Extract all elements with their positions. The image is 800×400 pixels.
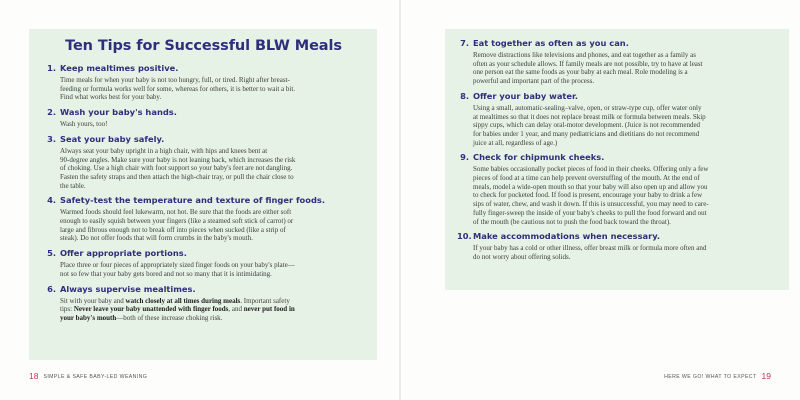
tip-body-line: Fasten the safety straps and then attach the high-chair tray, or pull the chair close to bbox=[60, 172, 294, 181]
tip-body bbox=[44, 147, 363, 191]
tip-body-line: to check for pocketed food. If food is present, encourage your baby to drink a few bbox=[473, 191, 703, 200]
tip-body-line: do not worry about offering solids. bbox=[473, 252, 571, 261]
tip-body-line: of the mouth (be cautious not to push the food back toward the throat). bbox=[473, 217, 671, 226]
tip-heading bbox=[457, 152, 775, 163]
tip-number: 10. bbox=[457, 231, 472, 242]
tip-heading bbox=[457, 38, 775, 49]
tip-number: 1. bbox=[47, 63, 56, 73]
tip-heading-text: Make accommodations when necessary. bbox=[473, 231, 661, 242]
tip-body-line: fully finger-sweep the inside of your baby's cheeks to pull the food forward and out bbox=[473, 208, 707, 217]
emphasis-text: watch closely at all times during meals bbox=[125, 296, 241, 305]
tip-body-line bbox=[60, 297, 363, 306]
tip-body bbox=[44, 120, 363, 129]
page-number: 19 bbox=[761, 371, 771, 381]
tip-item bbox=[44, 195, 363, 243]
body-text: . Important safety bbox=[240, 296, 290, 305]
tip-body bbox=[457, 51, 775, 86]
tip-body-line: sippy cups, which can delay oral-motor development. (Juice is not recommended bbox=[473, 121, 701, 130]
tip-body-line: Time meals for when your baby is not too hungry, full, or tired. Right after breast- bbox=[60, 76, 290, 84]
tip-number: 3. bbox=[47, 133, 56, 144]
tip-body bbox=[457, 244, 775, 261]
tip-body-line: the table. bbox=[60, 181, 86, 190]
tip-body-line: enough to easily squish between your fingers (like a steamed soft stick of carrot) or bbox=[60, 217, 294, 226]
tip-body-line: not so few that your baby gets bored and not so many that it is intimidating. bbox=[60, 269, 272, 278]
tip-body-line: Find what works best for your baby. bbox=[60, 93, 162, 102]
body-text: —both of these increase choking risk. bbox=[116, 313, 223, 322]
tip-body-line: Remove distractions like televisions and phones, and eat together as a family as bbox=[473, 51, 696, 59]
tip-heading bbox=[44, 134, 363, 145]
body-text: Sit with your baby and bbox=[60, 296, 126, 305]
tip-body-line: Wash yours, too! bbox=[60, 120, 108, 129]
emphasis-text: your baby's mouth bbox=[60, 313, 117, 322]
body-text: , and bbox=[228, 305, 244, 314]
tip-body-line: 90-degree angles. Make sure your baby is not leaning back, which increases the risk bbox=[60, 155, 296, 164]
tip-body-line: Always seat your baby upright in a high chair, with hips and knees bent at bbox=[60, 146, 268, 155]
tip-number: 6. bbox=[47, 283, 56, 294]
folio-right bbox=[664, 371, 771, 381]
tip-body-line: for babies under 1 year, and many pediatricians and dietitians do not recommend bbox=[473, 129, 700, 138]
tip-body bbox=[44, 208, 363, 243]
tip-number: 7. bbox=[460, 38, 469, 48]
tips-list-left bbox=[44, 63, 363, 323]
tip-body-line: Place three or four pieces of appropriately sized finger foods on your baby's plate— bbox=[60, 261, 295, 270]
running-head: SIMPLE & SAFE BABY-LED WEANING bbox=[43, 374, 148, 380]
tip-heading-text: Check for chipmunk cheeks. bbox=[473, 152, 605, 163]
tip-body-line: Some babies occasionally pocket pieces of food in their cheeks. Offering only a few bbox=[473, 165, 709, 174]
tip-body-line: pieces of food at a time can help prevent overstuffing of the mouth. At the end of bbox=[473, 174, 700, 183]
tip-body-line: Warmed foods should feel lukewarm, not hot. Be sure that the foods are either soft bbox=[60, 208, 292, 217]
tip-body-line: steak). Do not offer foods that will form crumbs in the baby's mouth. bbox=[60, 234, 253, 243]
page-number: 18 bbox=[29, 371, 39, 381]
tip-body-line: meals, model a wide-open mouth so that your baby will also open up and allow you bbox=[473, 182, 708, 191]
tip-body-line: at mealtimes so that it does not replace breast milk or formula between meals. Skip bbox=[473, 112, 706, 121]
tip-body-line bbox=[60, 314, 363, 323]
tip-body bbox=[457, 165, 775, 226]
tip-heading-text: Offer appropriate portions. bbox=[60, 248, 187, 259]
tip-heading bbox=[44, 195, 363, 206]
tip-number: 4. bbox=[47, 195, 56, 206]
tip-item bbox=[44, 63, 363, 102]
tip-heading bbox=[44, 107, 363, 118]
folio-left bbox=[29, 371, 147, 381]
tip-body-line: sips of water, chew, and wash it down. If this is unsuccessful, you may need to care- bbox=[473, 200, 709, 209]
tip-body-line: of choking. Use a high chair with foot support so your baby's feet are not dangling. bbox=[60, 164, 293, 173]
tip-body-line: powerful and important part of the process. bbox=[473, 77, 595, 86]
tip-heading bbox=[457, 231, 775, 242]
body-text: tips: bbox=[60, 305, 74, 314]
tip-body-line: juice at all, regardless of age.) bbox=[473, 138, 558, 147]
tips-panel-left bbox=[29, 29, 377, 360]
tip-item bbox=[44, 107, 363, 129]
emphasis-text: Never leave your baby unattended with finger foods bbox=[73, 305, 229, 314]
tip-heading-text: Keep mealtimes positive. bbox=[60, 63, 179, 73]
tip-heading bbox=[44, 63, 363, 74]
tip-body bbox=[44, 261, 363, 278]
tip-body-line: often as your schedule allows. If family meals are not possible, try to have at least bbox=[473, 59, 703, 68]
tip-body-line: If your baby has a cold or other illness, offer breast milk or formula more often and bbox=[473, 244, 707, 253]
tip-number: 5. bbox=[47, 248, 56, 259]
panel-title: Ten Tips for Successful BLW Meals bbox=[65, 38, 342, 54]
tip-heading-text: Wash your baby's hands. bbox=[60, 107, 177, 118]
tip-item bbox=[44, 248, 363, 278]
tip-body-line: feeding or formula works well for some, whereas for others, it is better to wait a bit. bbox=[60, 84, 296, 93]
tip-heading-text: Offer your baby water. bbox=[473, 90, 579, 101]
emphasis-text: never put food in bbox=[243, 305, 295, 314]
tip-item bbox=[457, 152, 775, 226]
tip-body bbox=[457, 104, 775, 148]
tips-list-right bbox=[457, 38, 775, 262]
tip-body bbox=[44, 76, 363, 102]
tip-body-line: Using a small, automatic-sealing–valve, open, or straw-type cup, offer water only bbox=[473, 103, 702, 112]
tip-heading bbox=[457, 91, 775, 102]
tip-body-line: large and fibrous enough not to break off into pieces when sucked (like a strip of bbox=[60, 225, 286, 234]
page-gutter bbox=[399, 0, 401, 400]
tip-body bbox=[44, 297, 363, 323]
tip-heading bbox=[44, 248, 363, 259]
tip-heading bbox=[44, 284, 363, 295]
tip-number: 8. bbox=[460, 90, 469, 101]
tips-panel-right bbox=[445, 29, 789, 290]
tip-number: 9. bbox=[460, 152, 469, 163]
tip-body-line bbox=[60, 305, 363, 314]
running-head: HERE WE GO! WHAT TO EXPECT bbox=[664, 374, 757, 380]
tip-heading-text: Always supervise mealtimes. bbox=[60, 283, 196, 294]
tip-heading-text: Eat together as often as you can. bbox=[473, 38, 629, 48]
tip-item bbox=[457, 38, 775, 86]
tip-body-line: one person eat the same foods as your baby at each meal. Role modeling is a bbox=[473, 68, 688, 77]
tip-number: 2. bbox=[47, 107, 56, 118]
tip-item bbox=[457, 231, 775, 261]
tip-heading-text: Seat your baby safely. bbox=[60, 133, 165, 144]
tip-heading-text: Safety-test the temperature and texture of finger foods. bbox=[60, 195, 325, 206]
tip-item bbox=[44, 284, 363, 323]
tip-item bbox=[44, 134, 363, 191]
tip-item bbox=[457, 91, 775, 148]
